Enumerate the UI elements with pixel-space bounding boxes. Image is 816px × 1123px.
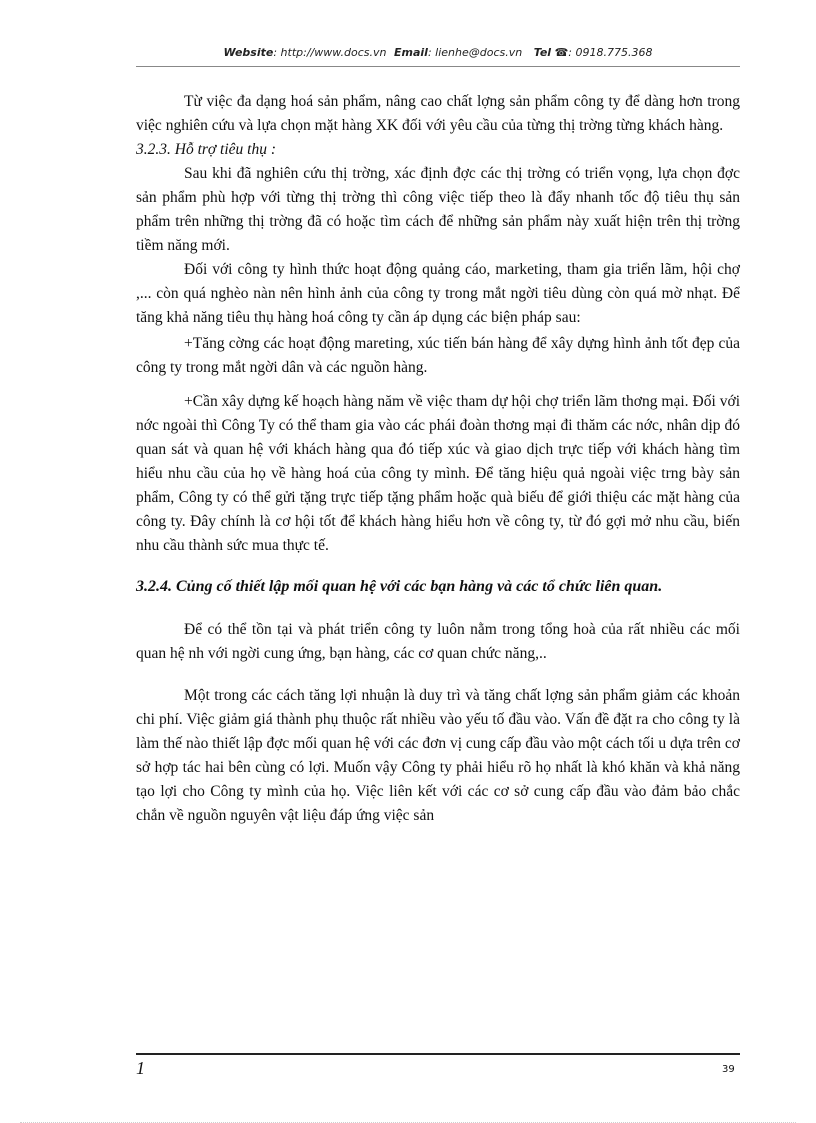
header-divider [136,66,740,67]
phone-icon: ☎ [554,46,569,59]
paragraph-3: Đối với công ty hình thức hoạt động quảng cáo, marketing, tham gia triển lãm, hội chợ ,... còn quá nghèo nàn nên hình ảnh của công ty trong mắt ngời tiêu dùng còn quá mờ nhạt. Để tăng khả năng tiêu thụ hàng hoá công ty cần áp dụng các biện pháp sau: [136,261,740,326]
page-number: 39 [722,1064,735,1075]
paragraph-7: Một trong các cách tăng lợi nhuận là duy trì và tăng chất lợng sản phẩm giảm các khoản chi phí. Việc giảm giá thành phụ thuộc rất nhiều vào yếu tố đầu vào. Vấn đề đặt ra cho công ty là làm thế nào thiết lập đợc mối quan hệ với các đơn vị cung cấp đầu vào một cách tối u dựa trên cơ sở hợp tác hai bên cùng có lợi. Muốn vậy Công ty phải hiểu rõ họ nhất là khó khăn và khả năng tạo lợi cho Công ty mình của họ. Việc liên kết với các cơ sở cung cấp đầu vào đảm bảo chắc chắn về nguồn nguyên vật liệu đáp ứng việc sản [136,687,740,824]
page-header [136,46,740,59]
tel-value: : 0918.775.368 [568,46,653,59]
paragraph-6: Để có thể tồn tại và phát triển công ty luôn nằm trong tổng hoà của rất nhiều các mối quan hệ nh với ngời cung ứng, bạn hàng, các cơ quan chức năng,.. [136,621,740,662]
paragraph-1: Từ việc đa dạng hoá sản phẩm, nâng cao chất lợng sản phẩm công ty để dàng hơn trong việc nghiên cứu và lựa chọn mặt hàng XK đối với yêu cầu của từng thị trờng từng khách hàng. [136,93,740,134]
paragraph-4: +Tăng cờng các hoạt động mareting, xúc tiến bán hàng để xây dựng hình ảnh tốt đẹp của công ty trong mắt ngời dân và các nguồn hàng. [136,335,740,376]
footer-divider [136,1053,740,1055]
section-heading-3-2-4: 3.2.4. Củng cố thiết lập mối quan hệ với các bạn hàng và các tổ chức liên quan. [136,578,663,595]
footer-left-mark: 1 [136,1058,145,1078]
document-body [136,90,740,828]
paragraph-2: Sau khi đã nghiên cứu thị trờng, xác định đợc các thị trờng có triển vọng, lựa chọn đợc sản phẩm phù hợp với từng thị trờng thì công việc tiếp theo là đẩy nhanh tốc độ tiêu thụ sản phẩm trên những thị trờng đã có hoặc tìm cách để những sản phẩm này xuất hiện trên thị trờng tiềm năng mới. [136,165,740,254]
tel-label: Tel [533,46,552,59]
website-value[interactable]: : http://www.docs.vn [273,46,387,59]
paragraph-5: +Cần xây dựng kế hoạch hàng năm về việc tham dự hội chợ triển lãm thơng mại. Đối với nớc ngoài thì Công Ty có thể tham gia vào các phái đoàn thơng mại đi thăm các nớc, nhân dịp đó quan sát và quan hệ với khách hàng qua đó tiếp xúc và giao dịch trực tiếp với khách hàng tìm hiểu nhu cầu của họ về hàng hoá của công ty mình. Để tăng hiệu quả ngoài việc trng bày sản phẩm, Công ty có thể gửi tặng trực tiếp tặng phẩm hoặc quà biếu để giới thiệu các mặt hàng của công ty. Đây chính là cơ hội tốt để khách hàng hiểu hơn về công ty, từ đó gợi mở nhu cầu, biến nhu cầu thành sức mua thực tế. [136,393,740,554]
section-heading-3-2-3: 3.2.3. Hỗ trợ tiêu thụ : [136,141,277,158]
website-label: Website [223,46,274,59]
email-label: Email [394,46,428,59]
email-value[interactable]: : lienhe@docs.vn [427,46,523,59]
